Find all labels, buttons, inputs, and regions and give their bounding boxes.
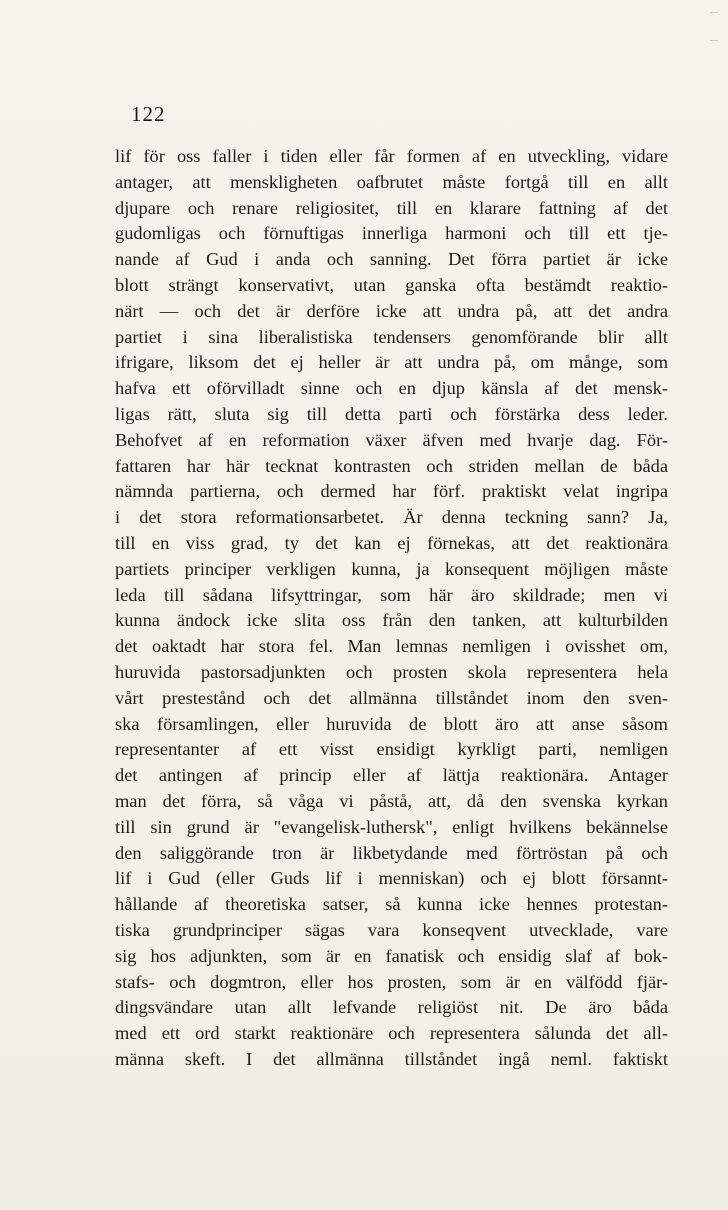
page-edge-mark [710, 12, 718, 13]
text-line: vårt prestestånd och det allmänna tillståndet inom den sven- [115, 687, 668, 708]
page-edge-mark [710, 40, 718, 41]
text-line: kunna ändock icke slita oss från den tanken, att kulturbilden [115, 610, 668, 631]
text-line: till en viss grad, ty det kan ej förnekas, att det reaktionära [115, 532, 668, 553]
text-line: hållande af theoretiska satser, så kunna icke hennes protestan- [115, 894, 668, 915]
text-line: fattaren har här tecknat kontrasten och striden mellan de båda [115, 455, 668, 476]
text-line: Behofvet af en reformation växer äfven med hvarje dag. För- [115, 429, 668, 450]
text-line: ligas rätt, sluta sig till detta parti och förstärka dess leder. [115, 403, 668, 424]
text-line: nande af Gud i anda och sanning. Det förra partiet är icke [115, 249, 668, 270]
text-line: till sin grund är "evangelisk-luthersk", enligt hvilkens bekännelse [115, 816, 668, 837]
text-line: leda till sådana lifsyttringar, som här äro skildrade; men vi [115, 584, 668, 605]
text-line: hafva ett oförvilladt sinne och en djup känsla af det mensk- [115, 378, 668, 399]
text-line: det antingen af princip eller af lättja reaktionära. Antager [115, 765, 668, 786]
text-line: med ett ord starkt reaktionäre och representera sålunda det all- [115, 1023, 668, 1044]
text-line: representanter af ett visst ensidigt kyrkligt parti, nemligen [115, 739, 668, 760]
text-line: gudomligas och förnuftigas innerliga harmoni och till ett tje- [115, 223, 668, 244]
text-line: man det förra, så våga vi påstå, att, då den svenska kyrkan [115, 790, 668, 811]
body-text [115, 144, 668, 1073]
page-number: 122 [131, 102, 166, 126]
text-line: antager, att menskligheten oafbrutet måste fortgå till en allt [115, 171, 668, 192]
text-line: blott strängt konservativt, utan ganska ofta bestämdt reaktio- [115, 274, 668, 295]
text-line: djupare och renare religiositet, till en klarare fattning af det [115, 197, 668, 218]
text-line: männa skeft. I det allmänna tillståndet ingå neml. faktiskt [115, 1048, 668, 1069]
text-line: tiska grundprinciper sägas vara konseqvent utvecklade, vare [115, 919, 668, 940]
text-line: lif för oss faller i tiden eller får formen af en utveckling, vidare [115, 146, 668, 166]
text-line: dingsvändare utan allt lefvande religiöst nit. De äro båda [115, 997, 668, 1018]
text-line: lif i Gud (eller Guds lif i menniskan) och ej blott försannt- [115, 868, 668, 889]
text-line: sig hos adjunkten, som är en fanatisk och ensidig slaf af bok- [115, 945, 668, 966]
text-line: i det stora reformationsarbetet. Är denna teckning sann? Ja, [115, 507, 668, 528]
text-line: partiets principer verkligen kunna, ja konsequent möjligen måste [115, 558, 668, 579]
text-line: stafs- och dogmtron, eller hos prosten, som är en välfödd fjär- [115, 971, 668, 992]
text-line: ifrigare, liksom det ej heller är att undra på, om månge, som [115, 352, 668, 373]
text-line: det oaktadt har stora fel. Man lemnas nemligen i ovisshet om, [115, 636, 668, 657]
text-line: huruvida pastorsadjunkten och prosten skola representera hela [115, 661, 668, 682]
text-line: nämnda partierna, och dermed har förf. praktiskt velat ingripa [115, 481, 668, 502]
text-line: ska församlingen, eller huruvida de blott äro att anse såsom [115, 713, 668, 734]
text-line: den saliggörande tron är likbetydande med förtröstan på och [115, 842, 668, 863]
text-line: partiet i sina liberalistiska tendensers genomförande blir allt [115, 326, 668, 347]
text-line: närt — och det är derföre icke att undra på, att det andra [115, 300, 668, 321]
